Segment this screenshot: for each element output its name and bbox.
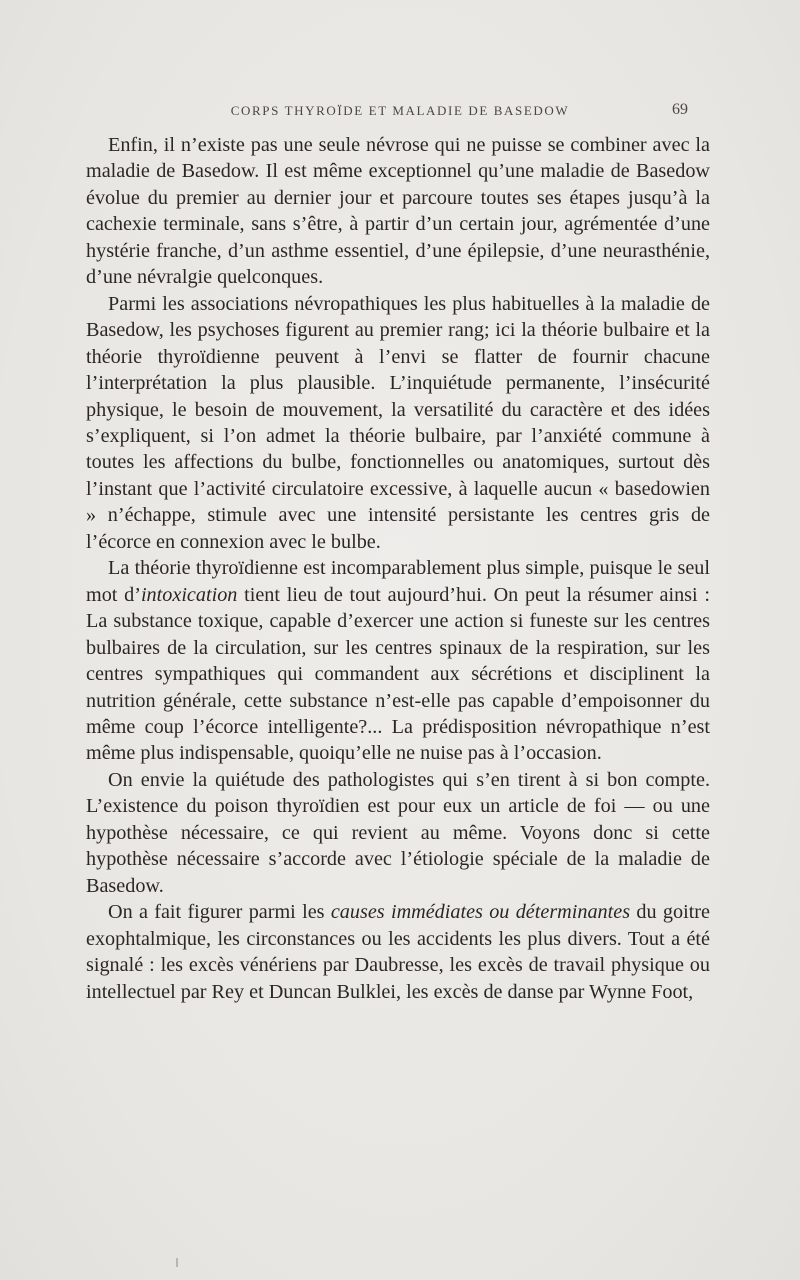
- paragraph-1: Enfin, il n’existe pas une seule névrose qui ne puisse se combiner avec la maladie de Basedow. Il est même exceptionnel qu’une maladie de Basedow évolue du premier au dernier jour et parcoure toutes ses étapes jusqu’à la cachexie terminale, sans s’être, à partir d’un certain jour, agrémentée d’une hystérie franche, d’un asthme essentiel, d’une épilepsie, d’une neurasthénie, d’une névralgie quelconques.: [86, 134, 710, 289]
- paragraph-3: [86, 555, 710, 767]
- paragraph-2: Parmi les associations névropathiques les plus habituelles à la maladie de Basedow, les psychoses figurent au premier rang; ici la théorie bulbaire et la théorie thyroïdienne peuvent à l’envi se flatter de fournir chacune l’interprétation la plus plausible. L’inquiétude permanente, l’insécurité physique, le besoin de mouvement, la versatilité du caractère et des idées s’expliquent, si l’on admet la théorie bulbaire, par l’anxiété commune à toutes les affections du bulbe, fonctionnelles ou anatomiques, surtout dès l’instant que l’activité circulatoire excessive, à laquelle aucun « basedowien » n’échappe, stimule avec une intensité persistante les centres gris de l’écorce en connexion avec le bulbe.: [86, 292, 710, 553]
- paragraph-5: [86, 899, 710, 1005]
- paragraph-5-text-after: du goitre exophtalmique, les circonstances ou les accidents les plus divers. Tout a été signalé : les excès vénériens par Daubresse, les excès de travail physique ou intellectuel par Rey et Duncan Bulklei, les excès de danse par Wynne Foot,: [86, 901, 710, 1003]
- paragraph-3-text-before: La théorie thyroïdienne est incomparablement plus simple, puisque le seul mot d’: [86, 557, 710, 606]
- body-text: [86, 132, 710, 1005]
- page-number: 69: [672, 101, 688, 118]
- running-title: CORPS THYROÏDE ET MALADIE DE BASEDOW: [230, 103, 570, 118]
- print-speck: [176, 1258, 178, 1267]
- paragraph-5-text-before: On a fait figurer parmi les: [108, 901, 331, 924]
- paragraph-4: On envie la quiétude des pathologistes qui s’en tirent à si bon compte. L’existence du poison thyroïdien est pour eux un article de foi — ou une hypothèse nécessaire, ce qui revient au même. Voyons donc si cette hypothèse nécessaire s’accorde avec l’étiologie spéciale de la maladie de Basedow.: [86, 768, 710, 897]
- paragraph-5-italic-term: causes immédiates ou déterminantes: [330, 901, 631, 924]
- paragraph-3-text-after: tient lieu de tout aujourd’hui. On peut la résumer ainsi : La substance toxique, capable d’exercer une action si funeste sur les centres bulbaires de la circulation, sur les centres spinaux de la respiration, sur les centres sympathiques qui commandent aux sécrétions et disciplinent la nutrition générale, cette substance n’est-elle pas capable d’empoisonner du même coup l’écorce intelligente?... La prédisposition névropathique n’est même plus indispensable, quoiqu’elle ne nuise pas à l’occasion.: [86, 583, 710, 765]
- paragraph-3-italic-term: intoxication: [140, 583, 238, 606]
- running-head: [112, 103, 688, 125]
